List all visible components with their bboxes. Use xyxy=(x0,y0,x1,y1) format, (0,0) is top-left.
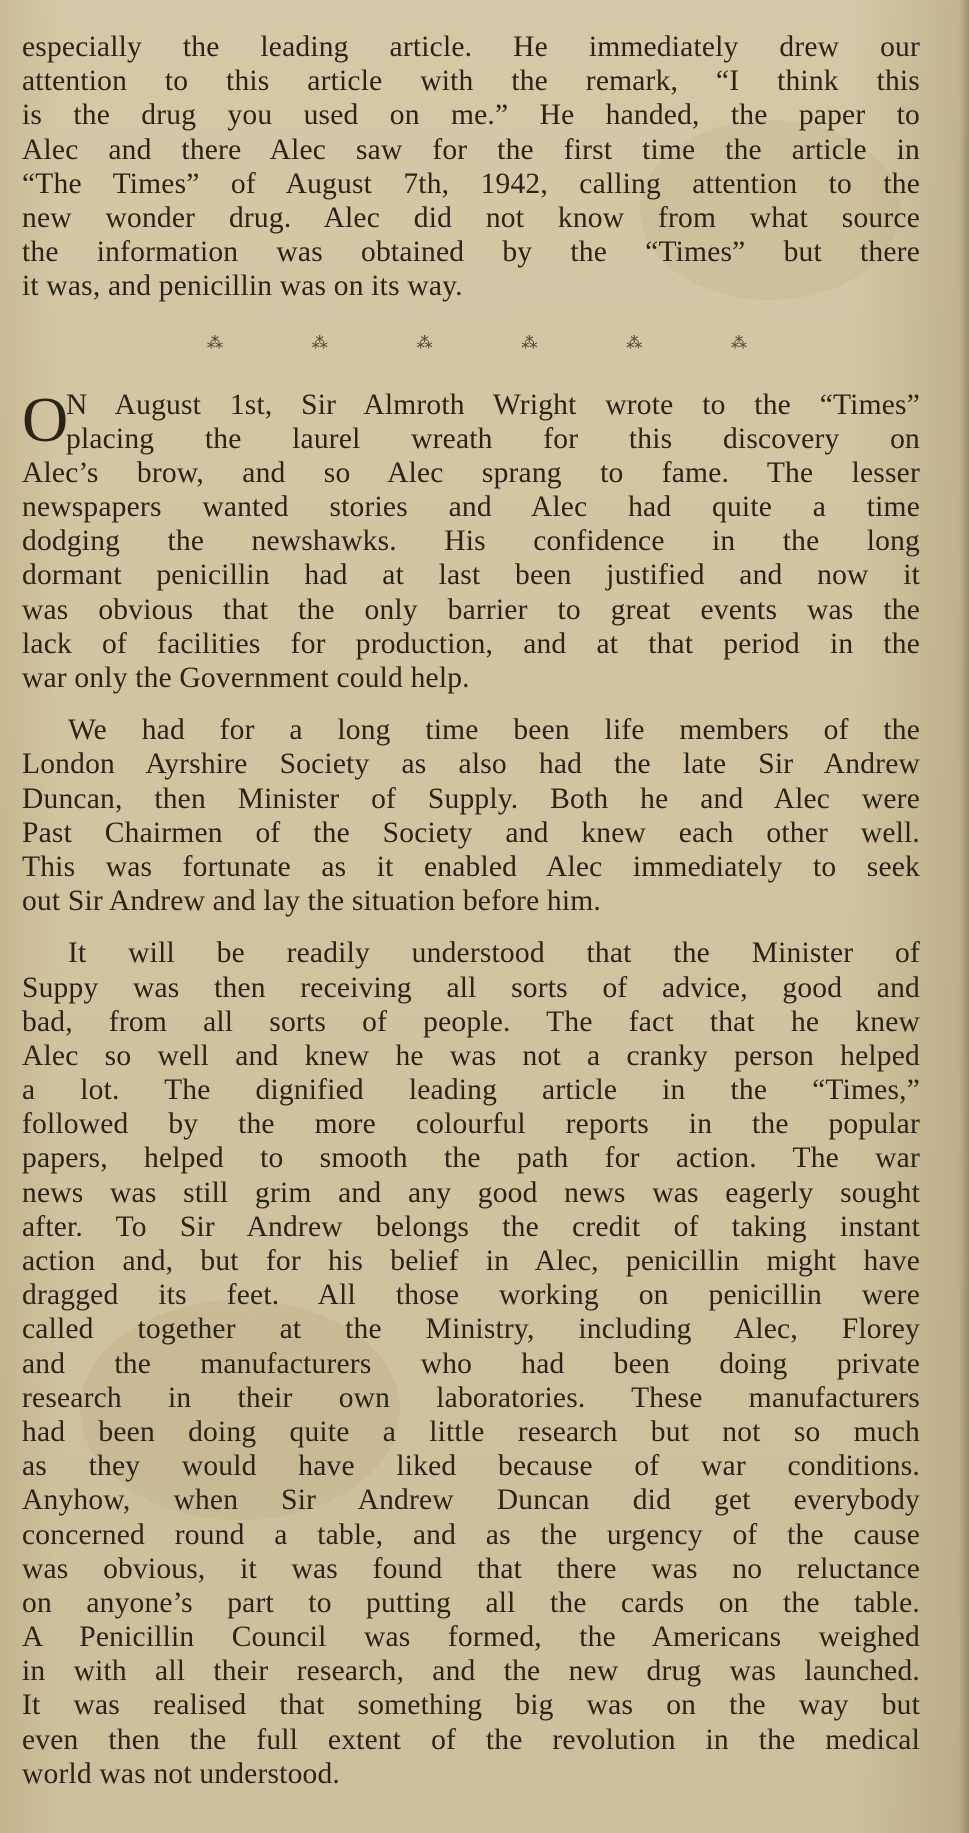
text-line: Alec’s brow, and so Alec sprang to fame. The lesser xyxy=(22,456,920,489)
text-line: in with all their research, and the new drug was launched. xyxy=(22,1655,920,1688)
asterism-glyph: ⁂ xyxy=(730,334,747,352)
text-line: Alec and there Alec saw for the first time the article in xyxy=(22,133,920,166)
asterism-glyph: ⁂ xyxy=(521,334,538,352)
text-line: had been doing quite a little research but not so much xyxy=(22,1415,920,1448)
text-line: it was, and penicillin was on its way. xyxy=(22,270,463,303)
text-line: London Ayrshire Society as also had the late Sir Andrew xyxy=(22,748,920,781)
text-line: research in their own laboratories. These manufacturers xyxy=(22,1381,920,1414)
text-line: new wonder drug. Alec did not know from what source xyxy=(22,201,920,234)
text-line: A Penicillin Council was formed, the Americans weighed xyxy=(22,1621,920,1654)
asterism-glyph: ⁂ xyxy=(311,334,328,352)
asterism-glyph: ⁂ xyxy=(416,334,433,352)
text-line: bad, from all sorts of people. The fact that he knew xyxy=(22,1005,920,1038)
text-line: and the manufacturers who had been doing private xyxy=(22,1347,920,1380)
text-line: attention to this article with the remark, “I think this xyxy=(22,65,920,98)
paragraph-1 xyxy=(22,30,920,304)
text-line: the information was obtained by the “Times” but there xyxy=(22,236,920,269)
text-line: even then the full extent of the revolution in the medical xyxy=(22,1723,920,1756)
text-line: followed by the more colourful reports in the popular xyxy=(22,1108,920,1141)
asterism-glyph: ⁂ xyxy=(626,334,643,352)
text-line: war only the Government could help. xyxy=(22,662,470,694)
text-line: after. To Sir Andrew belongs the credit of taking instant xyxy=(22,1210,920,1243)
drop-cap: O xyxy=(22,383,69,455)
asterism-glyph: ⁂ xyxy=(207,334,223,352)
text-line: It was realised that something big was on the way but xyxy=(22,1689,920,1722)
text-line: lack of facilities for production, and at that period in the xyxy=(22,627,920,660)
text-line: dragged its feet. All those working on penicillin were xyxy=(22,1279,920,1312)
paragraph-4 xyxy=(22,936,920,1791)
text-line: as they would have liked because of war conditions. xyxy=(22,1450,920,1483)
text-line: newspapers wanted stories and Alec had quite a time xyxy=(22,491,920,524)
text-line: was obvious that the only barrier to great events was the xyxy=(22,593,920,626)
paragraph-2 xyxy=(22,383,920,696)
text-line: called together at the Ministry, including Alec, Florey xyxy=(22,1313,920,1346)
text-line: a lot. The dignified leading article in the “Times,” xyxy=(22,1074,920,1107)
text-line: Duncan, then Minister of Supply. Both he and Alec were xyxy=(22,782,920,815)
text-line: news was still grim and any good news was eagerly sought xyxy=(22,1176,920,1209)
text-line: Past Chairmen of the Society and knew each other well. xyxy=(22,816,920,849)
text-line: placing the laurel wreath for this discovery on xyxy=(66,422,920,455)
article-column xyxy=(22,30,920,1791)
section-separator xyxy=(207,334,747,354)
text-line: “The Times” of August 7th, 1942, calling attention to the xyxy=(22,167,920,200)
text-line: dodging the newshawks. His confidence in the long xyxy=(22,525,920,558)
text-line: It will be readily understood that the Minister of xyxy=(68,937,920,970)
text-line: on anyone’s part to putting all the cards on the table. xyxy=(22,1586,920,1619)
text-line: was obvious, it was found that there was no reluctance xyxy=(22,1552,920,1585)
text-line: is the drug you used on me.” He handed, the paper to xyxy=(22,99,920,132)
text-line: out Sir Andrew and lay the situation before him. xyxy=(22,885,602,918)
text-line: This was fortunate as it enabled Alec immediately to seek xyxy=(22,850,920,883)
text-line: action and, but for his belief in Alec, penicillin might have xyxy=(22,1245,920,1277)
text-line: Suppy was then receiving all sorts of advice, good and xyxy=(22,971,920,1004)
text-line: Anyhow, when Sir Andrew Duncan did get everybody xyxy=(22,1484,920,1517)
text-line: world was not understood. xyxy=(22,1757,340,1790)
text-line: Alec so well and knew he was not a cranky person helped xyxy=(22,1039,920,1072)
text-line: We had for a long time been life members of the xyxy=(68,714,920,747)
text-line: N August 1st, Sir Almroth Wright wrote to the “Times” xyxy=(66,388,920,421)
paragraph-3 xyxy=(22,713,920,918)
text-line: dormant penicillin had at last been justified and now it xyxy=(22,559,920,592)
text-line: papers, helped to smooth the path for action. The war xyxy=(22,1142,920,1175)
text-line: especially the leading article. He immediately drew our xyxy=(22,31,920,63)
page-edge-shadow xyxy=(959,0,969,1833)
text-line: concerned round a table, and as the urgency of the cause xyxy=(22,1518,920,1551)
